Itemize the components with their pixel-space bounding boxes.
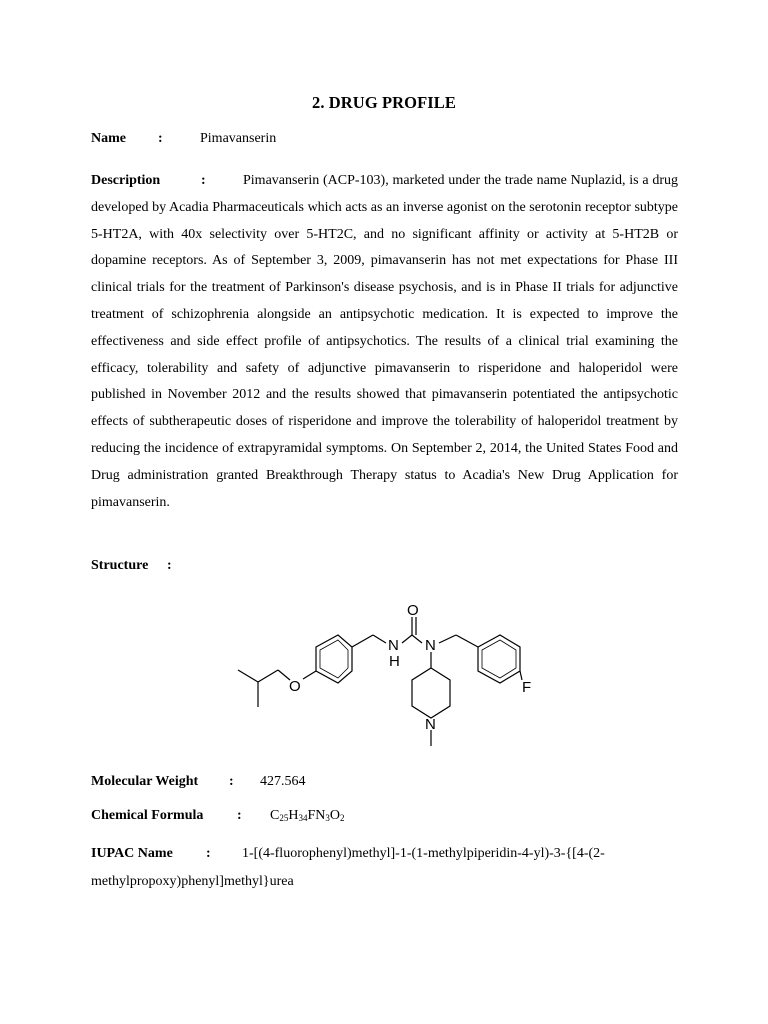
formula-fn: FN xyxy=(307,808,326,823)
iupac-paragraph xyxy=(91,840,691,896)
iupac-separator: : xyxy=(206,846,211,861)
formula-c-count: 25 xyxy=(279,813,289,823)
formula-c: C xyxy=(270,808,280,823)
atom-n-amide: N xyxy=(388,637,399,654)
structure-bonds xyxy=(238,617,522,746)
iupac-value: 1-[(4-fluorophenyl)methyl]-1-(1-methylpiperidin-4-yl)-3-{[4-(2-methylpropoxy)phenyl]methyl}urea xyxy=(91,846,605,889)
chemical-formula-value xyxy=(270,808,345,824)
molecular-weight-label: Molecular Weight xyxy=(91,774,199,789)
molecular-weight-separator: : xyxy=(229,774,234,789)
atom-o-ether: O xyxy=(289,678,301,695)
structure-separator: : xyxy=(167,558,172,573)
chemical-structure xyxy=(230,600,550,760)
name-label: Name xyxy=(91,131,126,146)
page-title: 2. DRUG PROFILE xyxy=(311,93,457,112)
atom-n-tertiary: N xyxy=(425,637,436,654)
formula-n-count: 3 xyxy=(325,813,330,823)
description-paragraph xyxy=(91,168,678,516)
molecular-weight-value: 427.564 xyxy=(260,774,306,789)
atom-n-piperidine: N xyxy=(425,716,436,733)
description-text: Pimavanserin (ACP-103), marketed under the trade name Nuplazid, is a drug developed by Acadia Pharmaceuticals which acts as an inverse agonist on the serotonin receptor subtype 5-HT2A, with 40x selectivity over 5-HT2C, and no significant affinity or activity at 5-HT2B or dopamine receptors. As of September 3, 2009, pimavanserin has not met expectations for Phase III clinical trials for the treatment of Parkinson's disease psychosis, and is in Phase II trials for adjunctive treatment of schizophrenia alongside an antipsychotic medication. It is expected to improve the effectiveness and side effect profile of antipsychotics. The results of a clinical trial examining the efficacy, tolerability and safety of adjunctive pimavanserin to risperidone and haloperidol were published in November 2012 and the results showed that pimavanserin potentiated the antipsychotic effects of subtherapeutic doses of risperidone and improve the tolerability of haloperidol treatment by reducing the incidence of extrapyramidal symptoms. On September 2, 2014, the United States Food and Drug administration granted Breakthrough Therapy status to Acadia's New Drug Application for pimavanserin. xyxy=(91,173,678,510)
structure-label: Structure xyxy=(91,558,149,573)
formula-o: O xyxy=(329,808,340,823)
chemical-formula-separator: : xyxy=(237,808,242,823)
chemical-formula-label: Chemical Formula xyxy=(91,808,204,823)
structure-atom-labels xyxy=(289,602,531,733)
name-separator: : xyxy=(158,131,163,146)
formula-o-count: 2 xyxy=(340,813,345,823)
atom-f: F xyxy=(522,679,532,696)
description-separator: : xyxy=(201,173,206,188)
iupac-label: IUPAC Name xyxy=(91,846,173,861)
description-label: Description xyxy=(91,173,161,188)
atom-h-amide: H xyxy=(389,653,400,670)
atom-o-carbonyl: O xyxy=(407,602,419,619)
formula-h-count: 34 xyxy=(298,813,308,823)
name-value: Pimavanserin xyxy=(200,131,277,146)
formula-h: H xyxy=(288,808,299,823)
